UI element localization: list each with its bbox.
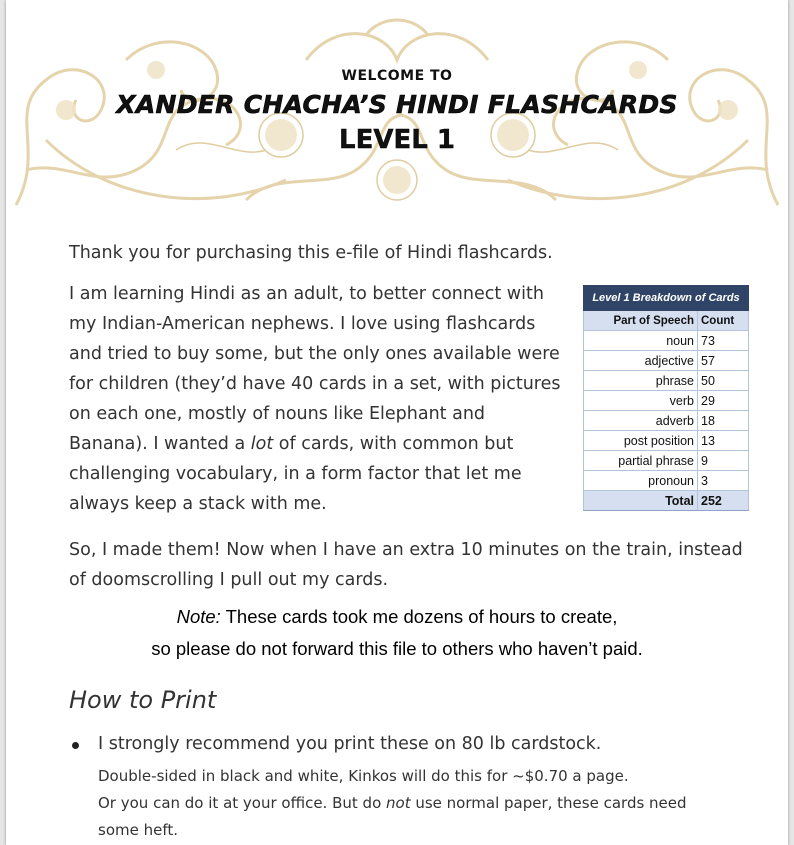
- detail-2-end: use normal paper, these cards need some heft.: [98, 794, 687, 839]
- detail-2-emphasis: not: [386, 794, 411, 812]
- note-label: Note:: [176, 606, 221, 627]
- table-row: [584, 471, 749, 491]
- document-page: [6, 0, 788, 845]
- table-header-row: [584, 311, 749, 331]
- row-count: 29: [698, 391, 749, 411]
- row-count: 50: [698, 371, 749, 391]
- breakdown-table: [583, 285, 749, 511]
- note-line-2: so please do not forward this file to others who haven’t paid.: [151, 638, 643, 659]
- row-label: partial phrase: [584, 451, 698, 471]
- p2-emphasis: lot: [250, 434, 274, 454]
- level-heading: LEVEL 1: [339, 125, 455, 155]
- breakdown-title: Level 1 Breakdown of Cards: [584, 286, 749, 311]
- welcome-heading: WELCOME TO: [341, 68, 453, 84]
- table-row: [584, 331, 749, 351]
- note-text-1: These cards took me dozens of hours to create,: [220, 606, 618, 627]
- how-to-print-heading: How to Print: [69, 686, 217, 714]
- row-label: verb: [584, 391, 698, 411]
- print-detail-1: Double-sided in black and white, Kinkos will do this for ~$0.70 a page.: [98, 767, 629, 785]
- total-label: Total: [584, 491, 698, 511]
- total-count: 252: [698, 491, 749, 511]
- row-label: post position: [584, 431, 698, 451]
- p2-text-start: I am learning Hindi as an adult, to better connect with my Indian-American nephews. I love using flashcards and tried to buy some, but the only ones available were for children (they’d have 40 cards in a set, with pictures on each one, mostly of nouns like Elephant and Banana). I wanted a: [69, 284, 561, 454]
- row-label: adjective: [584, 351, 698, 371]
- row-label: noun: [584, 331, 698, 351]
- p2-text-end: of cards, with common but challenging vocabulary, in a form factor that let me always keep a stack with me.: [69, 434, 522, 514]
- title-block: [6, 68, 788, 155]
- table-row: [584, 391, 749, 411]
- intro-paragraph-3: So, I made them! Now when I have an extra 10 minutes on the train, instead of doomscrolling I pull out my cards.: [69, 540, 743, 590]
- row-count: 3: [698, 471, 749, 491]
- row-label: pronoun: [584, 471, 698, 491]
- intro-paragraph-2: [69, 279, 569, 519]
- bullet-icon: [72, 737, 87, 752]
- print-bullet-details: [98, 763, 718, 844]
- row-count: 73: [698, 331, 749, 351]
- row-count: 18: [698, 411, 749, 431]
- row-label: adverb: [584, 411, 698, 431]
- table-total-row: [584, 491, 749, 511]
- detail-2-start: Or you can do it at your office. But do: [98, 794, 387, 812]
- row-count: 57: [698, 351, 749, 371]
- note-line-1: [6, 601, 788, 633]
- table-row: [584, 351, 749, 371]
- col-count: Count: [698, 311, 749, 331]
- intro-paragraph-1: Thank you for purchasing this e-file of Hindi flashcards.: [69, 243, 553, 263]
- main-title: XANDER CHACHA’S HINDI FLASHCARDS: [116, 90, 678, 119]
- row-count: 13: [698, 431, 749, 451]
- row-count: 9: [698, 451, 749, 471]
- print-bullet-1: I strongly recommend you print these on 80 lb cardstock.: [98, 734, 602, 754]
- table-row: [584, 371, 749, 391]
- print-detail-2: [98, 790, 718, 844]
- col-part-of-speech: Part of Speech: [584, 311, 698, 331]
- row-label: phrase: [584, 371, 698, 391]
- table-row: [584, 451, 749, 471]
- table-row: [584, 411, 749, 431]
- table-row: [584, 431, 749, 451]
- note-block: [6, 601, 788, 665]
